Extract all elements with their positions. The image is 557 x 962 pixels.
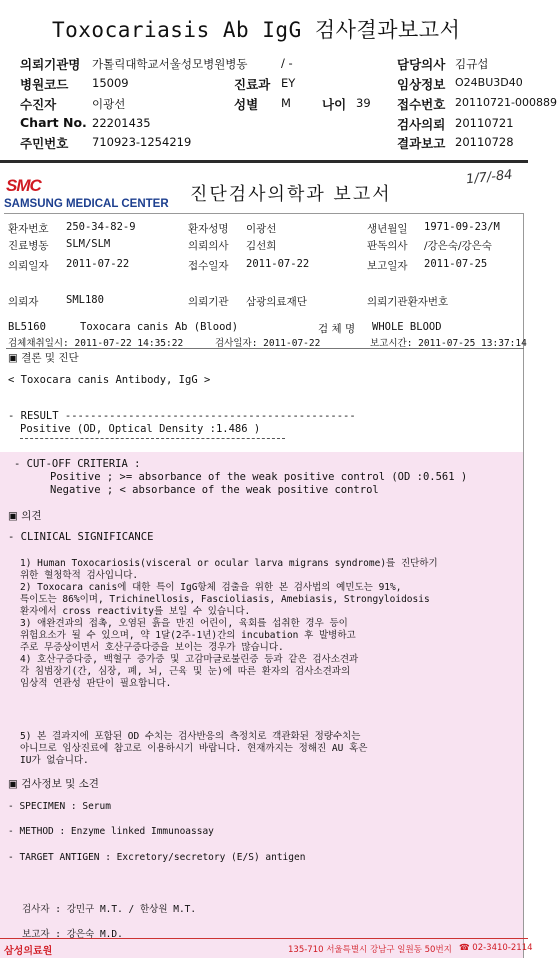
value-requester: SML180: [66, 294, 104, 306]
label-clinical-info: 임상정보: [397, 77, 446, 92]
label-chart-no: Chart No.: [20, 115, 87, 130]
value-chart-no: 22201435: [92, 116, 151, 130]
section-conclusion: ▣ 결론 및 진단: [8, 352, 79, 364]
value-ward-report: SLM/SLM: [66, 238, 111, 250]
exam-date: 검사일자: 2011-07-22: [215, 338, 321, 349]
value-institution: 가톨릭대학교서울성모병원병동: [92, 57, 248, 71]
label-patient-no: 환자번호: [8, 223, 49, 235]
frame-top: [4, 213, 524, 214]
section-test-info: ▣ 검사정보 및 소견: [8, 778, 99, 790]
footer-rule: [0, 938, 528, 939]
clinical-header: - CLINICAL SIGNIFICANCE: [8, 531, 154, 543]
value-accession: 20110721-000889: [455, 96, 557, 109]
result-header: - RESULT ----------------------------------------------: [8, 410, 356, 422]
label-resident-no: 주민번호: [20, 136, 69, 151]
label-ward: 진료병동: [8, 240, 49, 252]
value-request-date: 20110721: [455, 116, 514, 130]
value-req-date: 2011-07-22: [66, 258, 130, 270]
label-department: 진료과: [234, 77, 271, 92]
test-divider: [6, 348, 524, 349]
value-patient: 이광선: [92, 97, 126, 111]
label-specimen-name: 검 체 명: [318, 323, 356, 335]
method-line: - METHOD : Enzyme linked Immunoassay: [8, 826, 214, 837]
clinical-line: 환자에서 cross reactivity를 보일 수 있습니다.: [20, 606, 251, 617]
value-specimen-name: WHOLE BLOOD: [372, 321, 442, 333]
clinical-line: 3) 애완견과의 접촉, 오염된 흙을 만진 어린이, 육회를 섭취한 경우 등이: [20, 618, 348, 629]
collect-time: 검체채취일시: 2011-07-22 14:35:22: [8, 338, 184, 349]
hospital-name: SAMSUNG MEDICAL CENTER: [4, 198, 169, 210]
frame-right: [523, 213, 524, 958]
label-req-date: 의뢰일자: [8, 260, 49, 272]
label-age: 나이: [322, 97, 347, 112]
value-patient-name: 이광선: [246, 223, 277, 235]
label-institution: 의뢰기관명: [20, 57, 81, 72]
label-institution-2: 의뢰기관: [188, 296, 229, 308]
value-patient-no: 250-34-82-9: [66, 221, 136, 233]
value-clinical-info: O24BU3D40: [455, 76, 523, 89]
footer-address: 135-710 서울특별시 강남구 일원동 50번지: [288, 945, 452, 955]
label-requester: 의뢰자: [8, 296, 39, 308]
clinical-line: 임상적 연관성 판단이 필요합니다.: [20, 678, 172, 689]
report-title: 진단검사의학과 보고서: [190, 184, 392, 205]
clinical-line: 1) Human Toxocariosis(visceral or ocular larva migrans syndrome)를 진단하기: [20, 558, 438, 569]
clinical-line: IU가 없습니다.: [20, 755, 89, 766]
value-age: 39: [356, 96, 371, 110]
cutoff-negative: Negative ; < absorbance of the weak positive control: [50, 484, 379, 496]
result-underline: [20, 438, 285, 439]
value-recv-date: 2011-07-22: [246, 258, 310, 270]
clinical-line: 위험요소가 될 수 있으며, 약 1달(2주-1년)간의 incubation 후 발병하고: [20, 630, 356, 641]
result-value: Positive (OD, Optical Density :1.486 ): [20, 423, 261, 435]
label-request-date: 검사의뢰: [397, 117, 446, 132]
header-divider: [0, 160, 528, 163]
report-time: 보고시간: 2011-07-25 13:37:14: [370, 338, 527, 349]
value-institution-2: 삼광의료재단: [246, 296, 307, 308]
label-req-doctor: 의뢰의사: [188, 240, 229, 252]
page-title: Toxocariasis Ab IgG 검사결과보고서: [52, 18, 461, 42]
label-hospital-code: 병원코드: [20, 77, 69, 92]
specimen-line: - SPECIMEN : Serum: [8, 801, 111, 812]
label-dob: 생년월일: [367, 223, 408, 235]
cutoff-positive: Positive ; >= absorbance of the weak positive control (OD :0.561 ): [50, 471, 468, 483]
clinical-line: 4) 호산구증다증, 백혈구 증가증 및 고감마글로불린증 등과 같은 검사소견과: [20, 654, 359, 665]
test-code: BL5160: [8, 321, 46, 333]
value-report-date: 20110728: [455, 135, 514, 149]
reporter-line: 보고자 : 강은숙 M.D.: [22, 929, 123, 940]
value-department: EY: [281, 76, 296, 90]
footer-hospital: 삼성의료원: [4, 946, 53, 957]
antibody-title: < Toxocara canis Antibody, IgG >: [8, 374, 211, 386]
label-report-date-2: 보고일자: [367, 260, 408, 272]
value-hospital-code: 15009: [92, 76, 129, 90]
label-recv-date: 접수일자: [188, 260, 229, 272]
value-resident-no: 710923-1254219: [92, 135, 192, 149]
clinical-line: 5) 본 결과지에 포함된 OD 수치는 검사반응의 측정치로 객관화된 정량수치는: [20, 731, 361, 742]
cutoff-header: - CUT-OFF CRITERIA :: [14, 458, 141, 470]
label-report-date: 결과보고: [397, 136, 446, 151]
clinical-line: 각 침범장기(간, 심장, 폐, 뇌, 근육 및 눈)에 따른 환자의 검사소견과의: [20, 666, 351, 677]
value-sex: M: [281, 96, 291, 110]
test-name: Toxocara canis Ab (Blood): [80, 321, 239, 333]
footer-phone: ☎ 02-3410-2114: [459, 943, 533, 953]
pink-band: [0, 452, 523, 958]
smc-logo: SMC: [6, 176, 41, 195]
tester-line: 검사자 : 강민구 M.T. / 한상원 M.T.: [22, 904, 197, 915]
clinical-line: 특이도는 86%이며, Trichinellosis, Fascioliasis, Amebiasis, Strongyloidosis: [20, 594, 430, 605]
value-doctor: 김규섭: [455, 57, 489, 71]
handwritten-signature: 1/7/-84: [465, 167, 514, 188]
value-dob: 1971-09-23/M: [424, 221, 500, 233]
label-accession: 접수번호: [397, 97, 446, 112]
label-sex: 성별: [234, 97, 259, 112]
antigen-line: - TARGET ANTIGEN : Excretory/secretory (E/S) antigen: [8, 852, 306, 863]
value-report-date-2: 2011-07-25: [424, 258, 488, 270]
label-inst-patient-no: 의뢰기관환자번호: [367, 296, 449, 308]
label-doctor: 담당의사: [397, 57, 446, 72]
value-reader: /강은숙/강은숙: [424, 240, 492, 252]
label-patient-name: 환자성명: [188, 223, 229, 235]
clinical-line: 위한 혈청학적 검사입니다.: [20, 570, 139, 581]
clinical-line: 2) Toxocara canis에 대한 특이 IgG항체 검출을 위한 본 검사법의 예민도는 91%,: [20, 582, 402, 593]
lab-report: [0, 167, 533, 958]
label-patient: 수진자: [20, 97, 57, 112]
value-req-doctor: 김선희: [246, 240, 277, 252]
label-reader: 판독의사: [367, 240, 408, 252]
clinical-line: 아니므로 임상진료에 참고로 이용하시기 바랍니다. 현재까지는 정해진 AU 혹은: [20, 743, 368, 754]
clinical-line: 주로 무증상이면서 호산구증다증을 보이는 경우가 많습니다.: [20, 642, 284, 653]
value-ward: / -: [281, 56, 293, 70]
section-opinion: ▣ 의견: [8, 510, 42, 522]
